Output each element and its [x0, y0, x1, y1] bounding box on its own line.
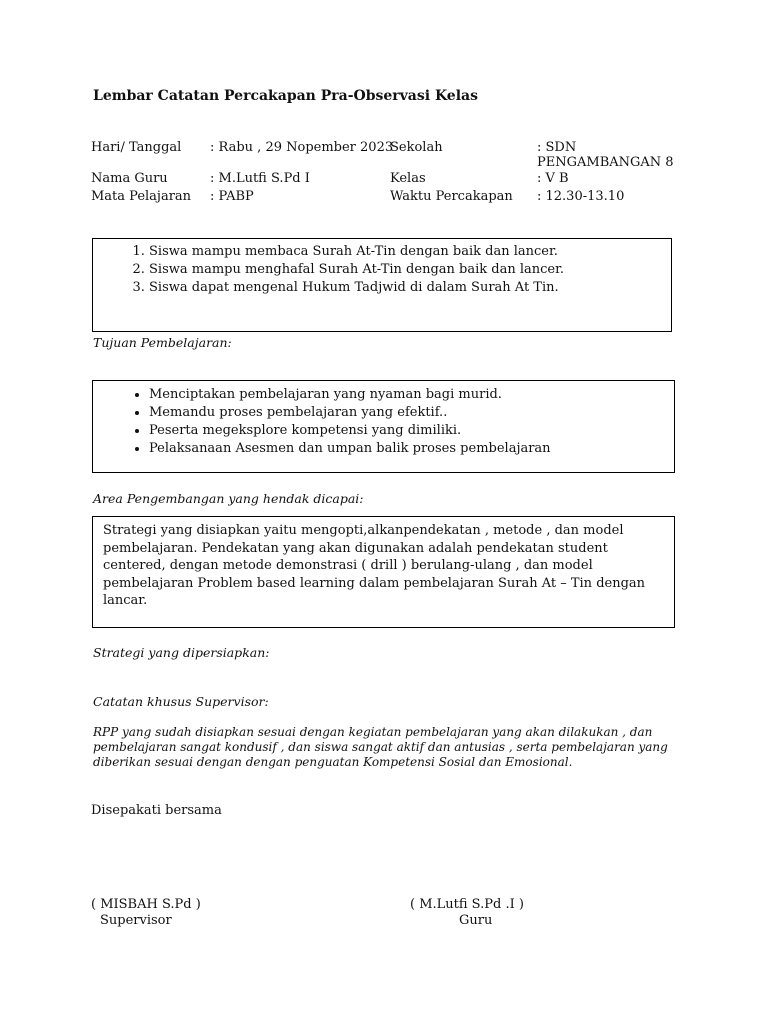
sekolah-label: Sekolah: [390, 140, 443, 155]
strategi-line: centered, dengan metode demonstrasi ( drill ) berulang-ulang , dan model: [103, 558, 593, 573]
waktu-label: Waktu Percakapan: [390, 189, 513, 204]
strategi-line: lancar.: [103, 593, 148, 608]
area-item: • Pelaksanaan Asesmen dan umpan balik proses pembelajaran: [149, 440, 674, 458]
catatan-line: RPP yang sudah disiapkan sesuai dengan kegiatan pembelajaran yang akan dilakukan , dan: [93, 725, 653, 739]
strategi-label: Strategi yang dipersiapkan:: [93, 645, 270, 660]
mapel-label: Mata Pelajaran: [91, 189, 192, 204]
hari-value: : Rabu , 29 Nopember 2023: [210, 140, 394, 155]
tujuan-item: 2. Siswa mampu menghafal Surah At-Tin dengan baik dan lancer.: [149, 261, 671, 279]
disepakati-text: Disepakati bersama: [91, 803, 222, 818]
waktu-value: : 12.30-13.10: [537, 189, 625, 204]
area-item: • Peserta megeksplore kompetensi yang dimiliki.: [149, 422, 674, 440]
strategi-line: pembelajaran. Pendekatan yang akan digunakan adalah pendekatan student: [103, 540, 608, 556]
hari-label: Hari/ Tanggal: [91, 140, 182, 155]
catatan-line: pembelajaran sangat kondusif , dan siswa sangat aktif dan antusias , serta pembelajaran yang: [93, 740, 668, 754]
area-box: [92, 380, 675, 473]
mapel-value: : PABP: [210, 189, 254, 204]
catatan-text: [93, 725, 668, 770]
area-item: • Memandu proses pembelajaran yang efektif..: [149, 404, 674, 422]
sekolah-value-2: PENGAMBANGAN 8: [537, 155, 674, 170]
catatan-label: Catatan khusus Supervisor:: [93, 694, 269, 709]
guru-value: : M.Lutfi S.Pd I: [210, 171, 310, 186]
guru-label: Nama Guru: [91, 171, 168, 186]
kelas-label: Kelas: [390, 171, 426, 186]
area-label: Area Pengembangan yang hendak dicapai:: [93, 491, 364, 506]
supervisor-name: ( MISBAH S.Pd ): [91, 897, 201, 912]
guru-name: ( M.Lutfi S.Pd .I ): [410, 897, 524, 912]
kelas-value: : V B: [537, 171, 569, 186]
guru-role: Guru: [459, 913, 493, 928]
strategi-line: pembelajaran Problem based learning dalam pembelajaran Surah At – Tin dengan: [103, 575, 646, 591]
tujuan-label: Tujuan Pembelajaran:: [93, 335, 232, 350]
area-item: • Menciptakan pembelajaran yang nyaman bagi murid.: [149, 386, 674, 404]
strategi-line: Strategi yang disiapkan yaitu mengopti,alkanpendekatan , metode , dan model: [103, 523, 624, 538]
sekolah-value-1: : SDN: [537, 140, 577, 155]
tujuan-list: [149, 243, 671, 297]
tujuan-item: 3. Siswa dapat mengenal Hukum Tadjwid di dalam Surah At Tin.: [149, 279, 671, 297]
tujuan-box: [92, 238, 672, 332]
document-title: Lembar Catatan Percakapan Pra-Observasi Kelas: [93, 88, 478, 104]
supervisor-role: Supervisor: [100, 913, 172, 928]
catatan-line: diberikan sesuai dengan dengan penguatan Kompetensi Sosial dan Emosional.: [93, 755, 573, 769]
area-list: [149, 386, 674, 458]
strategi-box: [92, 516, 675, 628]
tujuan-item: 1. Siswa mampu membaca Surah At-Tin dengan baik dan lancer.: [149, 243, 671, 261]
